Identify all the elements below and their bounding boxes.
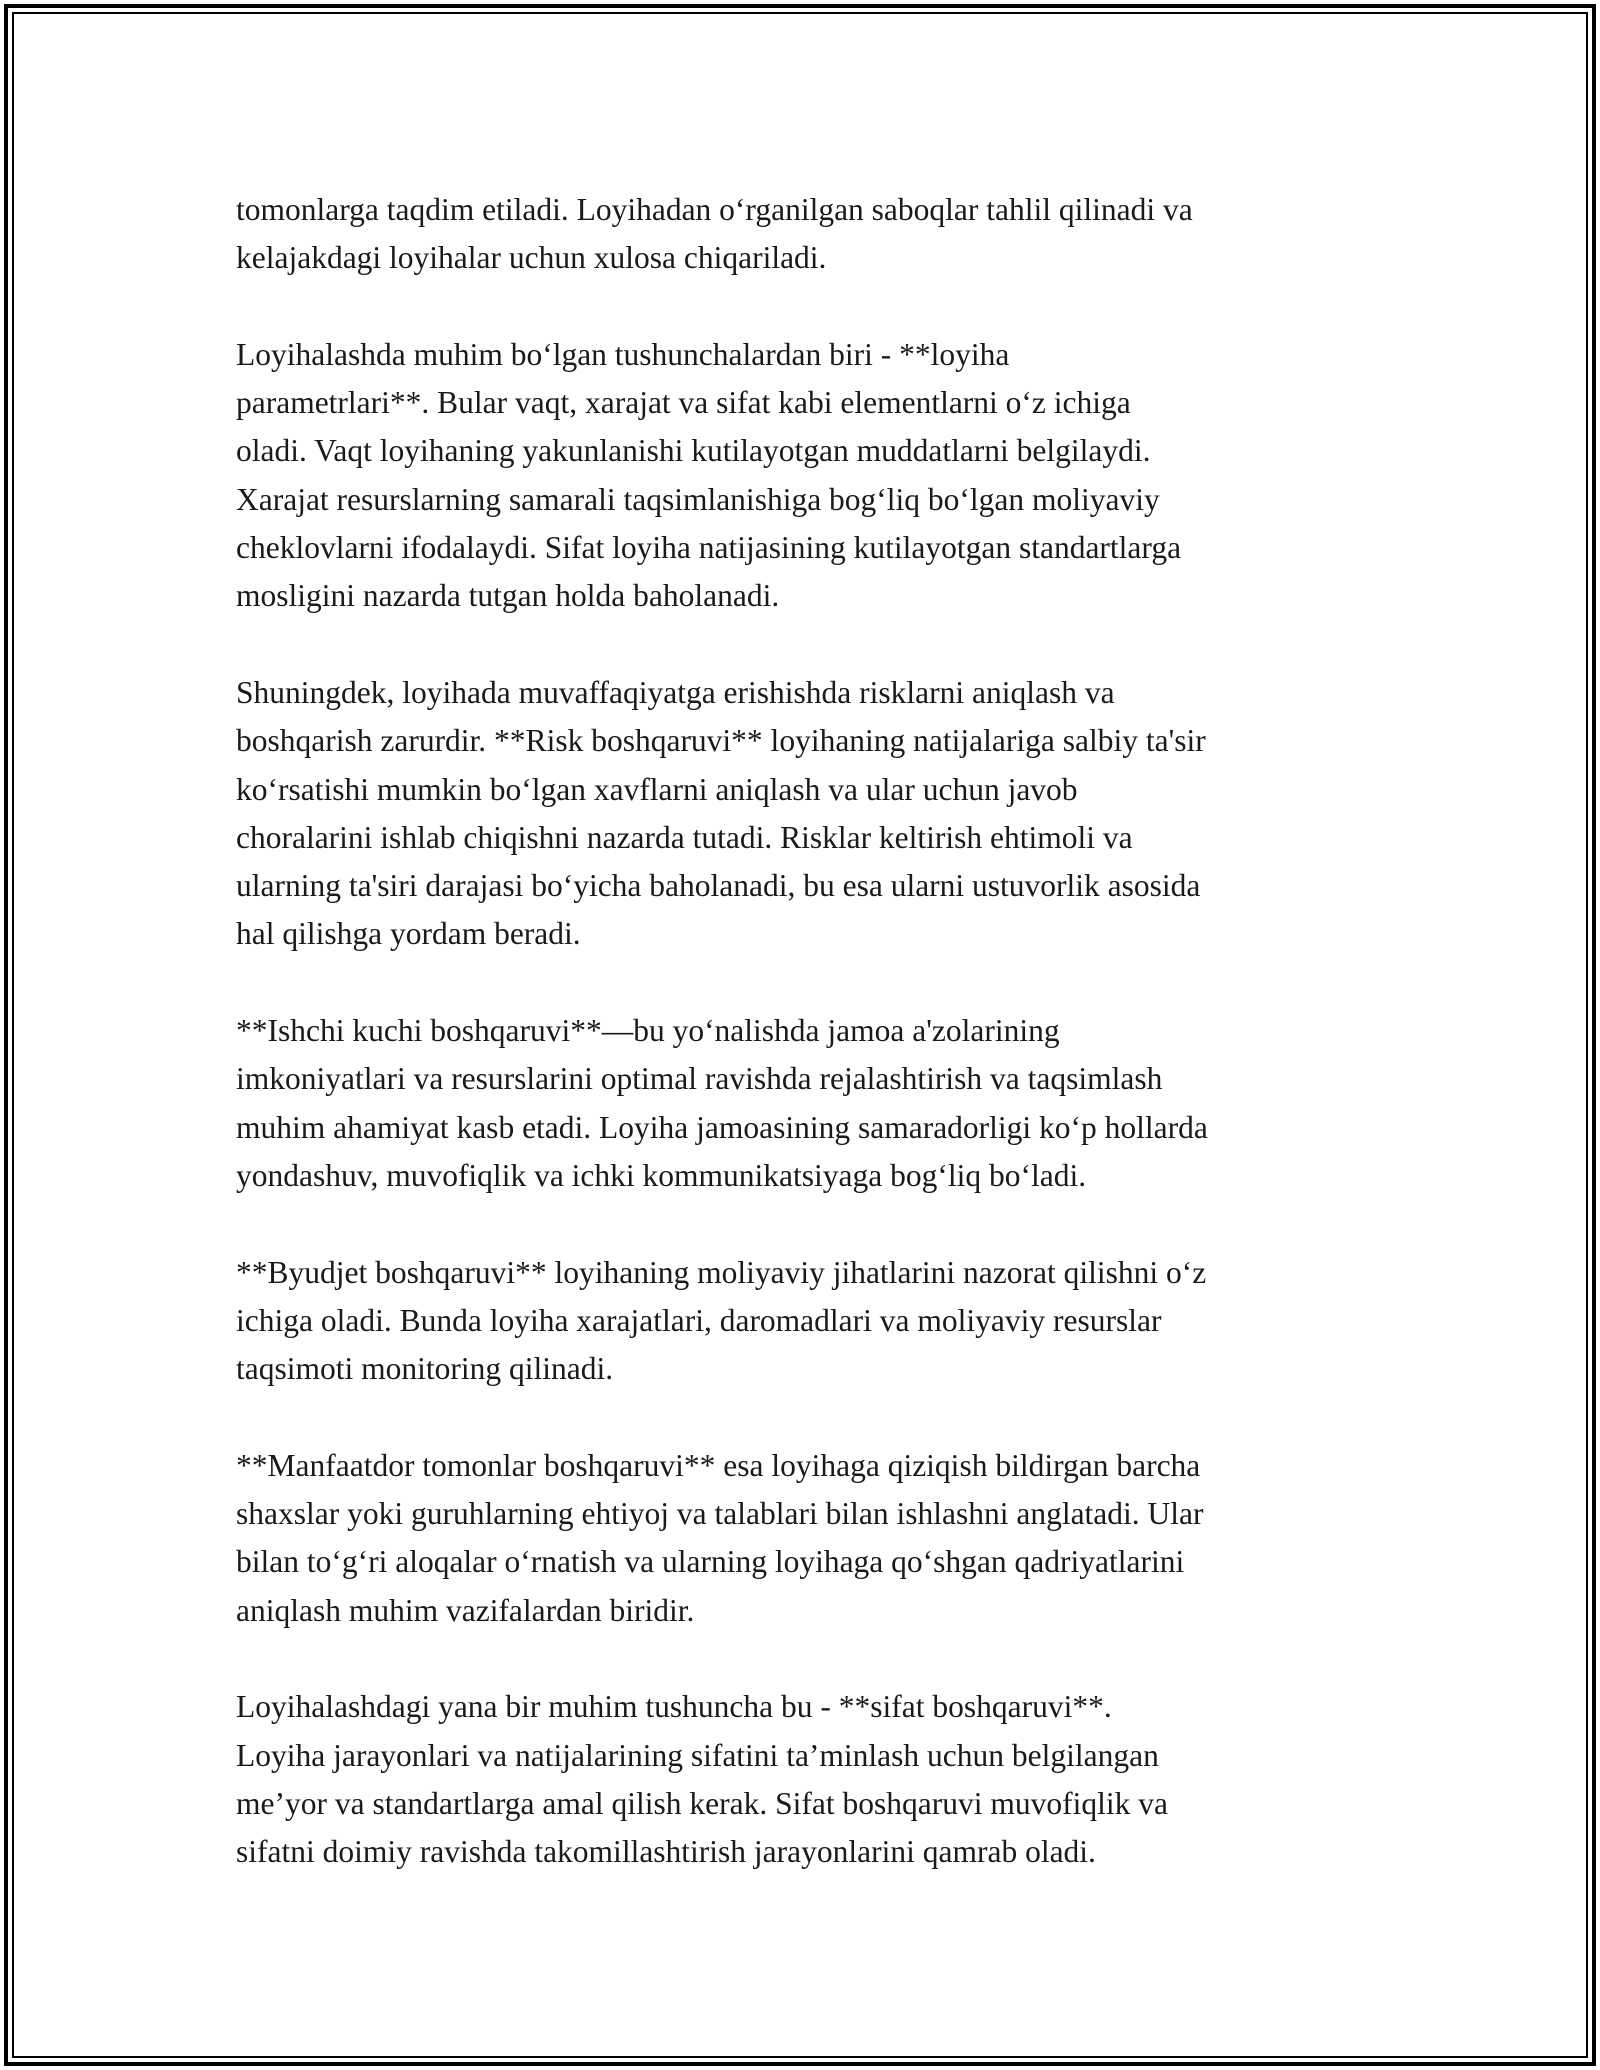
text-line: muhim ahamiyat kasb etadi. Loyiha jamoasining samaradorligi koʻp hollarda xyxy=(236,1109,1208,1145)
text-line: boshqarish zarurdir. **Risk boshqaruvi** loyihaning natijalariga salbiy ta'sir xyxy=(236,723,1206,759)
text-line: kelajakdagi loyihalar uchun xulosa chiqariladi. xyxy=(236,240,827,276)
text-line: **Manfaatdor tomonlar boshqaruvi** esa loyihaga qiziqish bildirgan barcha xyxy=(236,1447,1201,1483)
text-line: aniqlash muhim vazifalardan biridir. xyxy=(236,1592,695,1628)
text-line: Loyiha jarayonlari va natijalarining sifatini ta’minlash uchun belgilangan xyxy=(236,1737,1159,1773)
text-line: parametrlari**. Bular vaqt, xarajat va sifat kabi elementlarni oʻz ichiga xyxy=(236,385,1131,421)
paragraph xyxy=(236,1683,1376,1876)
text-line: ularning ta'siri darajasi boʻyicha baholanadi, bu esa ularni ustuvorlik asosida xyxy=(236,868,1201,904)
text-line: sifatni doimiy ravishda takomillashtirish jarayonlarini qamrab oladi. xyxy=(236,1834,1096,1870)
text-line: oladi. Vaqt loyihaning yakunlanishi kutilayotgan muddatlarni belgilaydi. xyxy=(236,433,1151,469)
text-line: ichiga oladi. Bunda loyiha xarajatlari, daromadlari va moliyaviy resurslar xyxy=(236,1302,1162,1338)
text-line: Loyihalashda muhim boʻlgan tushunchalardan biri - **loyiha xyxy=(236,336,1010,372)
text-line: imkoniyatlari va resurslarini optimal ravishda rejalashtirish va taqsimlash xyxy=(236,1061,1163,1097)
paragraph xyxy=(236,186,1376,283)
text-line: choralarini ishlab chiqishni nazarda tutadi. Risklar keltirish ehtimoli va xyxy=(236,819,1133,855)
text-line: cheklovlarni ifodalaydi. Sifat loyiha natijasining kutilayotgan standartlarga xyxy=(236,530,1182,566)
paragraph xyxy=(236,331,1376,621)
text-line: tomonlarga taqdim etiladi. Loyihadan oʻrganilgan saboqlar tahlil qilinadi va xyxy=(236,192,1193,227)
paragraph xyxy=(236,1007,1376,1200)
paragraph xyxy=(236,669,1376,959)
paragraph xyxy=(236,1249,1376,1394)
text-line: me’yor va standartlarga amal qilish kerak. Sifat boshqaruvi muvofiqlik va xyxy=(236,1785,1168,1821)
text-line: **Byudjet boshqaruvi** loyihaning moliyaviy jihatlarini nazorat qilishni oʻz xyxy=(236,1254,1207,1290)
text-line: shaxslar yoki guruhlarning ehtiyoj va talablari bilan ishlashni anglatadi. Ular xyxy=(236,1496,1204,1532)
text-line: bilan toʻgʻri aloqalar oʻrnatish va ularning loyihaga qoʻshgan qadriyatlarini xyxy=(236,1544,1185,1580)
text-line: Loyihalashdagi yana bir muhim tushuncha bu - **sifat boshqaruvi**. xyxy=(236,1689,1112,1725)
text-line: mosligini nazarda tutgan holda baholanadi. xyxy=(236,578,780,614)
text-line: Shuningdek, loyihada muvaffaqiyatga erishishda risklarni aniqlash va xyxy=(236,674,1115,710)
text-line: taqsimoti monitoring qilinadi. xyxy=(236,1351,614,1387)
paragraph xyxy=(236,1442,1376,1635)
text-line: hal qilishga yordam beradi. xyxy=(236,916,581,952)
text-line: Xarajat resurslarning samarali taqsimlanishiga bogʻliq boʻlgan moliyaviy xyxy=(236,481,1160,517)
text-line: koʻrsatishi mumkin boʻlgan xavflarni aniqlash va ular uchun javob xyxy=(236,771,1078,807)
text-line: yondashuv, muvofiqlik va ichki kommunikatsiyaga bogʻliq boʻladi. xyxy=(236,1157,1087,1193)
document-body xyxy=(236,186,1376,1876)
text-line: **Ishchi kuchi boshqaruvi**—bu yoʻnalishda jamoa a'zolarining xyxy=(236,1013,1060,1049)
